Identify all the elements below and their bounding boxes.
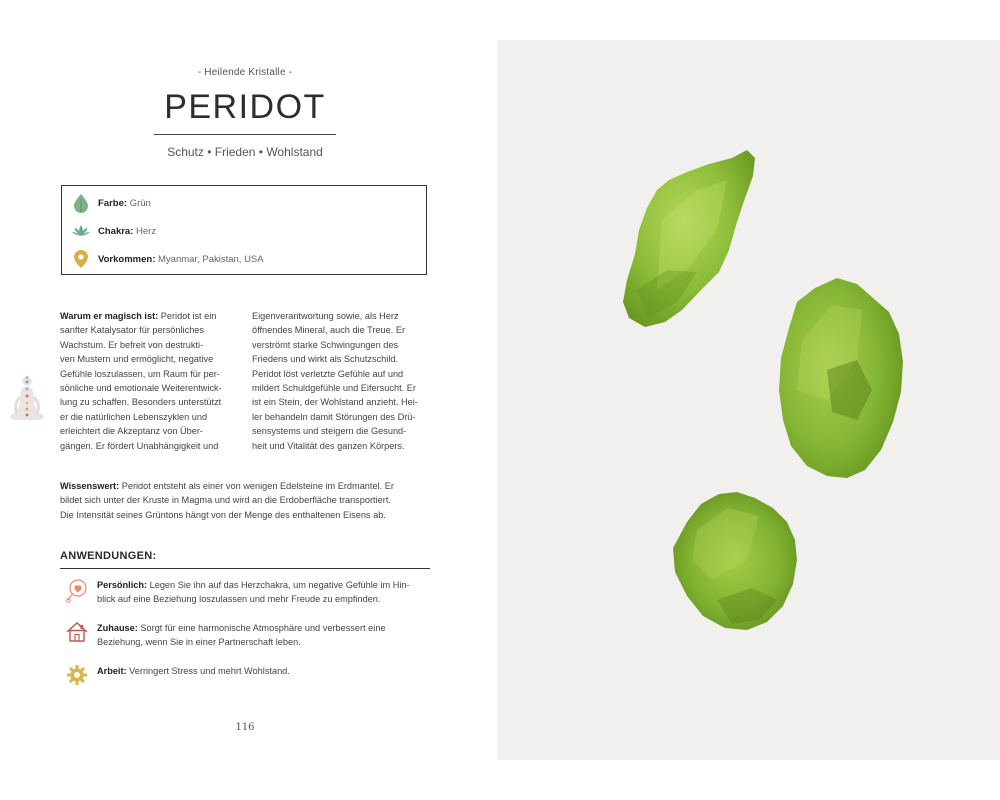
heart-mirror-icon: [66, 578, 88, 607]
peridot-photo: [497, 40, 1000, 760]
peridot-stone-1: [623, 150, 755, 327]
peridot-stone-2: [779, 278, 903, 478]
left-page: [0, 0, 497, 800]
title-divider: [154, 134, 336, 135]
page-number: 116: [235, 722, 255, 733]
location-pin-icon: [72, 248, 90, 270]
leaf-icon: [72, 192, 90, 214]
application-home: Zuhause: Sorgt für eine harmonische Atmosphäre und verbessert eine Beziehung, wenn Sie in einer Partnerschaft leben.: [66, 621, 436, 650]
house-icon: [66, 621, 88, 650]
lotus-icon: [72, 220, 90, 242]
gear-icon: [66, 664, 88, 685]
applications-heading: ANWENDUNGEN:: [60, 550, 157, 562]
meditation-chakra-figure: [5, 375, 49, 432]
applications-divider: [60, 568, 430, 569]
wissenswert-paragraph: Wissenswert: Peridot entsteht als einer von wenigen Edelsteine im Erdmantel. Er bildet sich unter der Kruste in Magma und wird an die Erdoberfläche transportiert. Die Intensität seines Grüntons hängt von der Menge des enthaltenen Eisens ab.: [60, 481, 394, 520]
magic-text-column-1: Warum er magisch ist: Peridot ist ein sanfter Katalysator für persönliches Wachstum. Er befreit von destrukti- ven Mustern und ermöglicht, negative Gefühle loszulassen, um Raum für per- sönliche und emotionale Weiterentwick- lung zu schaffen. Besonders unterstützt er die natürlichen Lebenszyklen und erleichtert die Akzeptanz von Über- gängen. Er fördert Unabhängigkeit und: [60, 311, 222, 451]
properties-box: [61, 185, 427, 275]
magic-text-column-2: Eigenverantwortung sowie, als Herz öffnendes Mineral, auch die Treue. Er verströmt starke Schwingungen des Friedens und wirkt als Schutzschild. Peridot löst verletzte Gefühle auf und mildert Schuldgefühle und Eifersucht. Er ist ein Stein, der Wohlstand anzieht. Hei- ler behandeln damit Störungen des Drü- sensystems und steigern die Gesund- heit und Vitalität des ganzen Körpers.: [252, 311, 418, 451]
page-title: PERIDOT: [164, 88, 326, 126]
application-personal: Persönlich: Legen Sie ihn auf das Herzchakra, um negative Gefühle im Hin- blick auf eine Beziehung loszulassen und mehr Freude zu empfinden.: [66, 578, 436, 607]
property-origin: Vorkommen: Myanmar, Pakistan, USA: [72, 248, 264, 270]
page-subtitle: Schutz • Frieden • Wohlstand: [167, 145, 323, 159]
property-chakra: Chakra: Herz: [72, 220, 156, 242]
series-title: - Heilende Kristalle -: [197, 67, 293, 78]
peridot-stone-3: [673, 492, 797, 630]
application-work: Arbeit: Verringert Stress und mehrt Wohlstand.: [66, 664, 436, 685]
property-color: Farbe: Grün: [72, 192, 151, 214]
